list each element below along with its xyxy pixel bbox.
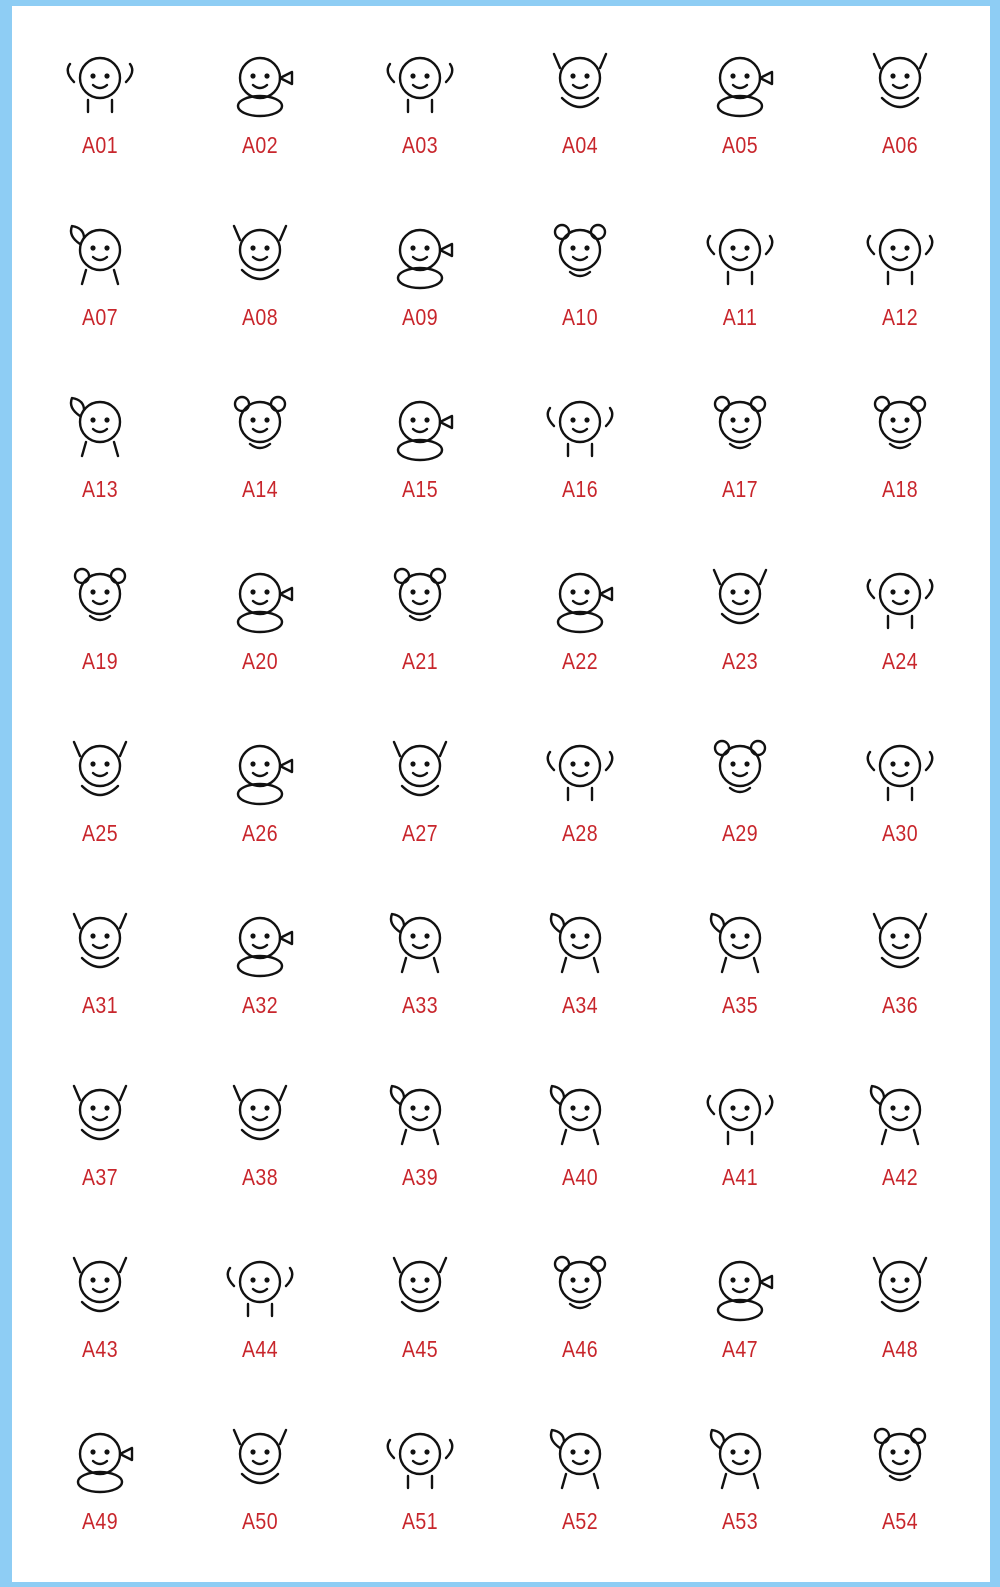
penguin-icon [540,558,620,638]
stamp-item [500,896,660,1068]
stamp-item [20,552,180,724]
butterfly-icon [700,214,780,294]
lion-icon [860,558,940,638]
squirrel-icon [220,386,300,466]
stamp-code: A07 [81,304,119,330]
stamp-code: A14 [241,476,279,502]
chick-with-flower-icon [380,386,460,466]
owl-on-tree-icon [700,1418,780,1498]
stamp-item [180,1240,340,1412]
stamp-item [820,896,980,1068]
stamp-item [500,36,660,208]
stamp-code: A17 [721,476,759,502]
stamp-code: A08 [241,304,279,330]
dragonfly-icon [860,214,940,294]
stamp-item [500,1068,660,1240]
stamp-item [820,1240,980,1412]
dolphin-icon [700,42,780,122]
caterpillar-icon [60,386,140,466]
stamp-item [20,36,180,208]
stamp-code: A32 [241,992,279,1018]
stamp-item [820,552,980,724]
donkey-icon [380,1074,460,1154]
stamp-item [180,380,340,552]
stamp-code: A47 [721,1336,759,1362]
turtle-icon [540,1074,620,1154]
stamp-item [660,1068,820,1240]
stamp-item [180,896,340,1068]
stamp-item [340,552,500,724]
stamp-item [20,896,180,1068]
stamp-item [340,896,500,1068]
stamp-code: A51 [401,1508,439,1534]
hatching-chick-icon [860,730,940,810]
stamp-code: A18 [881,476,919,502]
stamp-item [20,208,180,380]
koala-icon [700,558,780,638]
stamp-code: A02 [241,132,279,158]
stamp-code: A45 [401,1336,439,1362]
cat-with-star-icon [60,558,140,638]
stamp-item [820,208,980,380]
stamp-item [20,380,180,552]
stamp-item [340,1068,500,1240]
stamp-code: A48 [881,1336,919,1362]
stamp-code: A28 [561,820,599,846]
stamp-grid [20,36,980,1584]
stamp-item [660,1412,820,1584]
stamp-item [500,1412,660,1584]
octopus-icon [220,42,300,122]
stamp-code: A54 [881,1508,919,1534]
stamp-code: A42 [881,1164,919,1190]
stamp-code: A43 [81,1336,119,1362]
stamp-code: A50 [241,1508,279,1534]
stamp-code: A36 [881,992,919,1018]
duck-icon [540,386,620,466]
stamp-item [820,1068,980,1240]
hippo-icon [380,730,460,810]
stamp-code: A22 [561,648,599,674]
stamp-item [660,1240,820,1412]
stamp-code: A15 [401,476,439,502]
stamp-code: A46 [561,1336,599,1362]
stamp-code: A29 [721,820,759,846]
stamp-code: A19 [81,648,119,674]
stamp-code: A40 [561,1164,599,1190]
stamp-item [180,724,340,896]
polar-bear-icon [60,1074,140,1154]
stamp-item [820,724,980,896]
stamp-code: A49 [81,1508,119,1534]
stamp-code: A25 [81,820,119,846]
gorilla-icon [220,730,300,810]
stamp-item [660,208,820,380]
bird-pair-icon [380,1418,460,1498]
rhino-icon [220,1418,300,1498]
stamp-item [660,36,820,208]
teddy-bear-icon [60,730,140,810]
stamp-code: A11 [722,304,758,330]
stamp-item [660,552,820,724]
stamp-item [340,36,500,208]
pterodactyl-icon [380,902,460,982]
stamp-code: A04 [561,132,599,158]
stamp-item [20,724,180,896]
stamp-item [180,552,340,724]
stamp-item [500,380,660,552]
fish-icon [60,42,140,122]
stamp-item [180,1068,340,1240]
stamp-code: A44 [241,1336,279,1362]
stamp-code: A52 [561,1508,599,1534]
stamp-code: A13 [81,476,119,502]
stamp-item [180,36,340,208]
parrot-on-branch-icon [860,1074,940,1154]
stamp-code: A21 [401,648,439,674]
stamp-item [340,380,500,552]
brontosaurus-icon [220,902,300,982]
squid-icon [540,42,620,122]
stamp-code: A53 [721,1508,759,1534]
stamp-code: A23 [721,648,759,674]
stamp-item [20,1412,180,1584]
stamp-code: A12 [881,304,919,330]
ant-icon [860,1418,940,1498]
spider-crab-icon [540,1418,620,1498]
beetle-with-bow-icon [220,214,300,294]
stamp-item [820,380,980,552]
stamp-item [500,208,660,380]
catalog-sheet [12,6,990,1582]
stamp-item [340,208,500,380]
round-bird-icon [60,1246,140,1326]
peacock-icon [700,1246,780,1326]
stag-beetle-icon [60,214,140,294]
stamp-code: A24 [881,648,919,674]
stamp-code: A06 [881,132,919,158]
stamp-code: A03 [401,132,439,158]
stamp-code: A41 [721,1164,759,1190]
stegosaurus-icon [540,902,620,982]
stamp-item [500,1240,660,1412]
raccoon-icon [220,558,300,638]
stamp-item [820,36,980,208]
stamp-code: A33 [401,992,439,1018]
stamp-item [820,1412,980,1584]
eagle-icon [860,902,940,982]
stamp-item [660,724,820,896]
panda-icon [220,1074,300,1154]
crab-icon [380,42,460,122]
stamp-item [660,380,820,552]
bee-icon [540,214,620,294]
bat-icon [540,1246,620,1326]
stamp-code: A35 [721,992,759,1018]
stamp-code: A37 [81,1164,119,1190]
stamp-code: A01 [81,132,119,158]
stamp-item [340,724,500,896]
crocodile-icon [540,730,620,810]
stamp-item [20,1240,180,1412]
stamp-code: A26 [241,820,279,846]
stamp-item [340,1240,500,1412]
t-rex-icon [60,902,140,982]
stamp-code: A09 [401,304,439,330]
bird-head-icon [700,1074,780,1154]
stamp-code: A16 [561,476,599,502]
stamp-item [180,1412,340,1584]
stamp-item [180,208,340,380]
triceratops-icon [700,902,780,982]
snail-icon [380,1246,460,1326]
elephant-icon [700,730,780,810]
stamp-code: A39 [401,1164,439,1190]
seal-with-ball-icon [220,1246,300,1326]
stamp-item [500,724,660,896]
ladybug-icon [380,214,460,294]
stamp-item [340,1412,500,1584]
whale-icon [860,42,940,122]
fox-icon [380,558,460,638]
hedgehog-icon [860,386,940,466]
stamp-code: A27 [401,820,439,846]
stamp-code: A05 [721,132,759,158]
stamp-code: A10 [561,304,599,330]
camel-icon [860,1246,940,1326]
stamp-code: A31 [81,992,119,1018]
stamp-code: A20 [241,648,279,674]
stamp-code: A30 [881,820,919,846]
owl-icon [700,386,780,466]
stamp-item [500,552,660,724]
giraffe-icon [60,1418,140,1498]
stamp-code: A34 [561,992,599,1018]
stamp-item [20,1068,180,1240]
stamp-code: A38 [241,1164,279,1190]
stamp-item [660,896,820,1068]
